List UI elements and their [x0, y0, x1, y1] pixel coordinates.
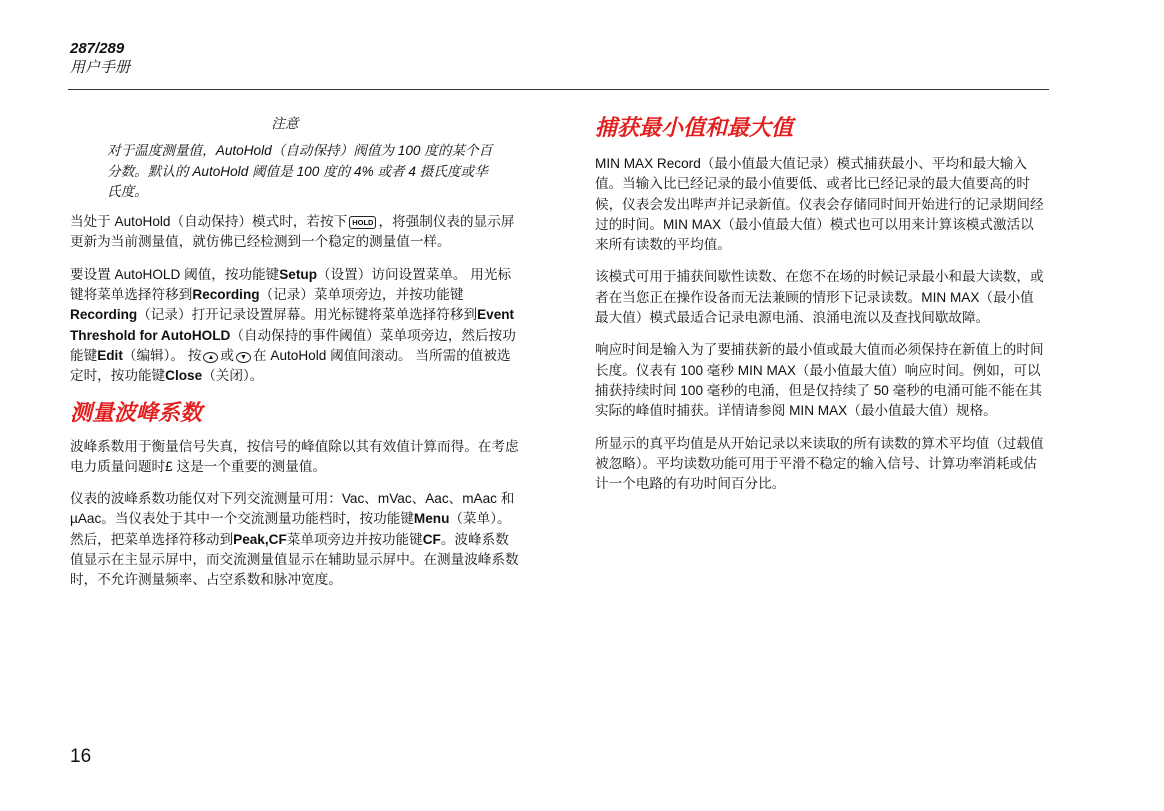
text-run: ，将强制仪表的显示屏更新为当前测量值，就仿佛已经检测到一个稳定的测量值一样。	[70, 214, 515, 250]
min-max-paragraph-1: MIN MAX Record（最小值最大值记录）模式捕获最小、平均和最大输入值。当输入比已经记录的最小值要低、或者比已经记录的最大值要高的时候，仪表会发出哔声并记录新值。仪表会存储同时间开始进行的记录期间经过的时间。MIN MAX（最小值最大值）模式也可以用来计算该模式激活以来所有读数的平均值。	[595, 156, 1044, 253]
autohold-setup-paragraph	[70, 265, 522, 387]
left-column	[70, 114, 522, 603]
text-run: 在 AutoHold 阈值间滚动。 当所需的值被选定时，按功能键	[70, 347, 511, 384]
min-max-paragraph-2: 该模式可用于捕获间歇性读数、在您不在场的时候记录最小和最大读数，或者在当您正在操作设备而无法兼顾的情形下记录读数。MIN MAX（最小值最大值）模式最适合记录电源电涌、浪涌电流以及查找间歇故障。	[595, 269, 1044, 326]
text-run: （自动保持的事件阈值）菜单项旁边，然后按功能键	[70, 327, 516, 363]
text-run: 仪表的波峰系数功能仅对下列交流测量可用：Vac、mVac、Aac、mAac 和 µAac。当仪表处于其中一个交流测量功能档时，按功能键	[70, 491, 515, 527]
edit-key-label: Edit	[97, 347, 123, 363]
text-run: （设置）访问设置菜单。 用光标键将菜单选择符移到	[70, 266, 512, 303]
text-run: （记录）打开记录设置屏幕。用光标键将菜单选择符移到	[137, 307, 478, 323]
note-title: 注意	[271, 116, 299, 131]
hold-key-icon: HOLD	[349, 216, 376, 229]
manual-title: 用户手册	[70, 59, 131, 76]
model-number: 287/289	[70, 40, 125, 57]
note-body: 对于温度测量值，AutoHold（自动保持）阀值为 100 度的某个百分数。默认的 AutoHold 阈值是 100 度的 4% 或者 4 摄氏度或华氏度。	[107, 143, 493, 199]
text-run: （记录）菜单项旁边，并按功能键	[259, 287, 464, 303]
autohold-paragraph	[70, 212, 522, 253]
text-run: （菜单）。然后，把菜单选择符移动到	[70, 511, 511, 547]
text-run: 当处于 AutoHold（自动保持）模式时，若按下	[70, 214, 348, 230]
close-key-label: Close	[165, 368, 203, 384]
recording-menu-label: Recording	[192, 287, 260, 303]
min-max-paragraph-4: 所显示的真平均值是从开始记录以来读取的所有读数的算术平均值（过载值被忽略）。平均读数功能可用于平滑不稳定的输入信号、计算功率消耗或估计一个电路的有功时间百分比。	[595, 435, 1044, 492]
recording-key-label: Recording	[70, 307, 138, 323]
text-run: 要设置 AutoHOLD 阈值，按功能键	[70, 266, 280, 282]
min-max-heading: 捕获最小值和最大值	[595, 115, 794, 140]
text-run: 菜单项旁边并按功能键	[286, 531, 423, 547]
text-run: 。波峰系数值显示在主显示屏中，而交流测量值显示在辅助显示屏中。在测量波峰系数时，不允许测量频率、占空系数和脉冲宽度。	[70, 531, 519, 588]
page-header	[70, 40, 130, 78]
text-run: 或	[220, 347, 235, 363]
menu-key-label: Menu	[413, 511, 450, 527]
event-threshold-label: Event Threshold for AutoHOLD	[70, 307, 515, 343]
text-run: （编辑）。 按	[122, 347, 202, 363]
up-arrow-button-icon: ▲	[203, 352, 218, 363]
text-run: （关闭）。	[202, 368, 264, 384]
setup-key-label: Setup	[279, 266, 317, 282]
peak-cf-label: Peak,CF	[233, 531, 287, 547]
crest-factor-intro: 波峰系数用于衡量信号失真，按信号的峰值除以其有效值计算而得。在考虑电力质量问题时£ 这是一个重要的测量值。	[70, 438, 519, 474]
min-max-paragraph-3: 响应时间是输入为了要捕获新的最小值或最大值而必须保持在新值上的时间长度。仪表有 100 毫秒 MIN MAX（最小值最大值）响应时间。例如，可以捕获持续时间 100 毫秒的电涌，但是仅持续了 50 毫秒的电涌可能不能在其实际的峰值时捕获。详情请参阅 MIN MAX（最小值最大值）规格。	[595, 342, 1044, 419]
header-divider	[68, 89, 1049, 90]
down-arrow-button-icon: ▼	[236, 352, 251, 363]
crest-factor-usage	[70, 489, 522, 590]
right-column	[595, 114, 1047, 506]
page-number: 16	[70, 746, 92, 767]
cf-key-label: CF	[422, 531, 441, 547]
crest-factor-heading: 测量波峰系数	[70, 399, 203, 425]
